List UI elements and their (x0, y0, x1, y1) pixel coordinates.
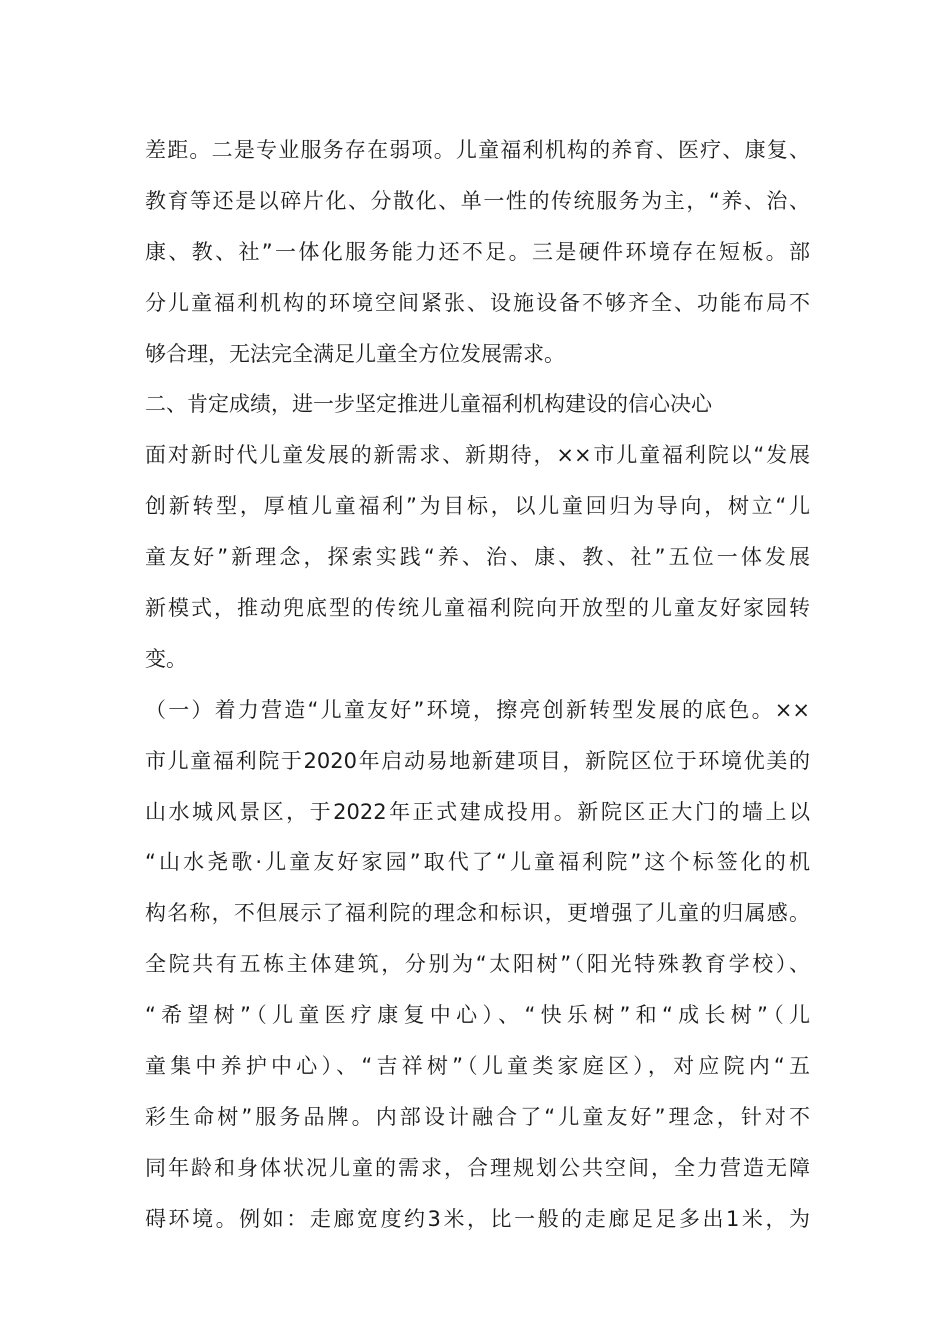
section-heading: 二、肯定成绩，进一步坚定推进儿童福利机构建设的信心决心 (145, 392, 712, 417)
text-line: 山水城风景区，于2022年正式建成投用。新院区正大门的墙上以 (145, 799, 810, 824)
text-line: “希望树”（儿童医疗康复中心）、“快乐树”和“成长树”（儿 (145, 1003, 810, 1028)
text-line: 差距。二是专业服务存在弱项。儿童福利机构的养育、医疗、康复、 (145, 138, 810, 162)
text-line: 分儿童福利机构的环境空间紧张、设施设备不够齐全、功能布局不 (145, 290, 810, 315)
text-line: 变。 (145, 646, 187, 671)
text-line: 彩生命树”服务品牌。内部设计融合了“儿童友好”理念，针对不 (145, 1104, 810, 1129)
text-line: “山水尧歌·儿童友好家园”取代了“儿童福利院”这个标签化的机 (145, 850, 810, 875)
text-line: 教育等还是以碎片化、分散化、单一性的传统服务为主，“养、治、 (145, 188, 810, 213)
text-line: 市儿童福利院于2020年启动易地新建项目，新院区位于环境优美的 (145, 748, 810, 773)
text-line: 童集中养护中心）、“吉祥树”（儿童类家庭区），对应院内“五 (145, 1054, 810, 1079)
subsection-heading-line: （一）着力营造“儿童友好”环境，擦亮创新转型发展的底色。×× (145, 697, 810, 722)
text-line: 面对新时代儿童发展的新需求、新期待，××市儿童福利院以“发展 (145, 443, 810, 468)
text-line: 同年龄和身体状况儿童的需求，合理规划公共空间，全力营造无障 (145, 1155, 810, 1180)
body-text (145, 125, 810, 1245)
text-line: 碍环境。例如：走廊宽度约3米，比一般的走廊足足多出1米，为 (145, 1206, 810, 1231)
text-line: 童友好”新理念，探索实践“养、治、康、教、社”五位一体发展 (145, 545, 810, 570)
text-line: 构名称，不但展示了福利院的理念和标识，更增强了儿童的归属感。 (145, 901, 810, 926)
text-line: 够合理，无法完全满足儿童全方位发展需求。 (145, 341, 565, 366)
text-line: 康、教、社”一体化服务能力还不足。三是硬件环境存在短板。部 (145, 239, 810, 264)
text-line: 创新转型，厚植儿童福利”为目标，以儿童回归为导向，树立“儿 (145, 494, 810, 519)
text-line: 新模式，推动兜底型的传统儿童福利院向开放型的儿童友好家园转 (145, 596, 810, 621)
text-line: 全院共有五栋主体建筑，分别为“太阳树”（阳光特殊教育学校）、 (145, 952, 810, 977)
